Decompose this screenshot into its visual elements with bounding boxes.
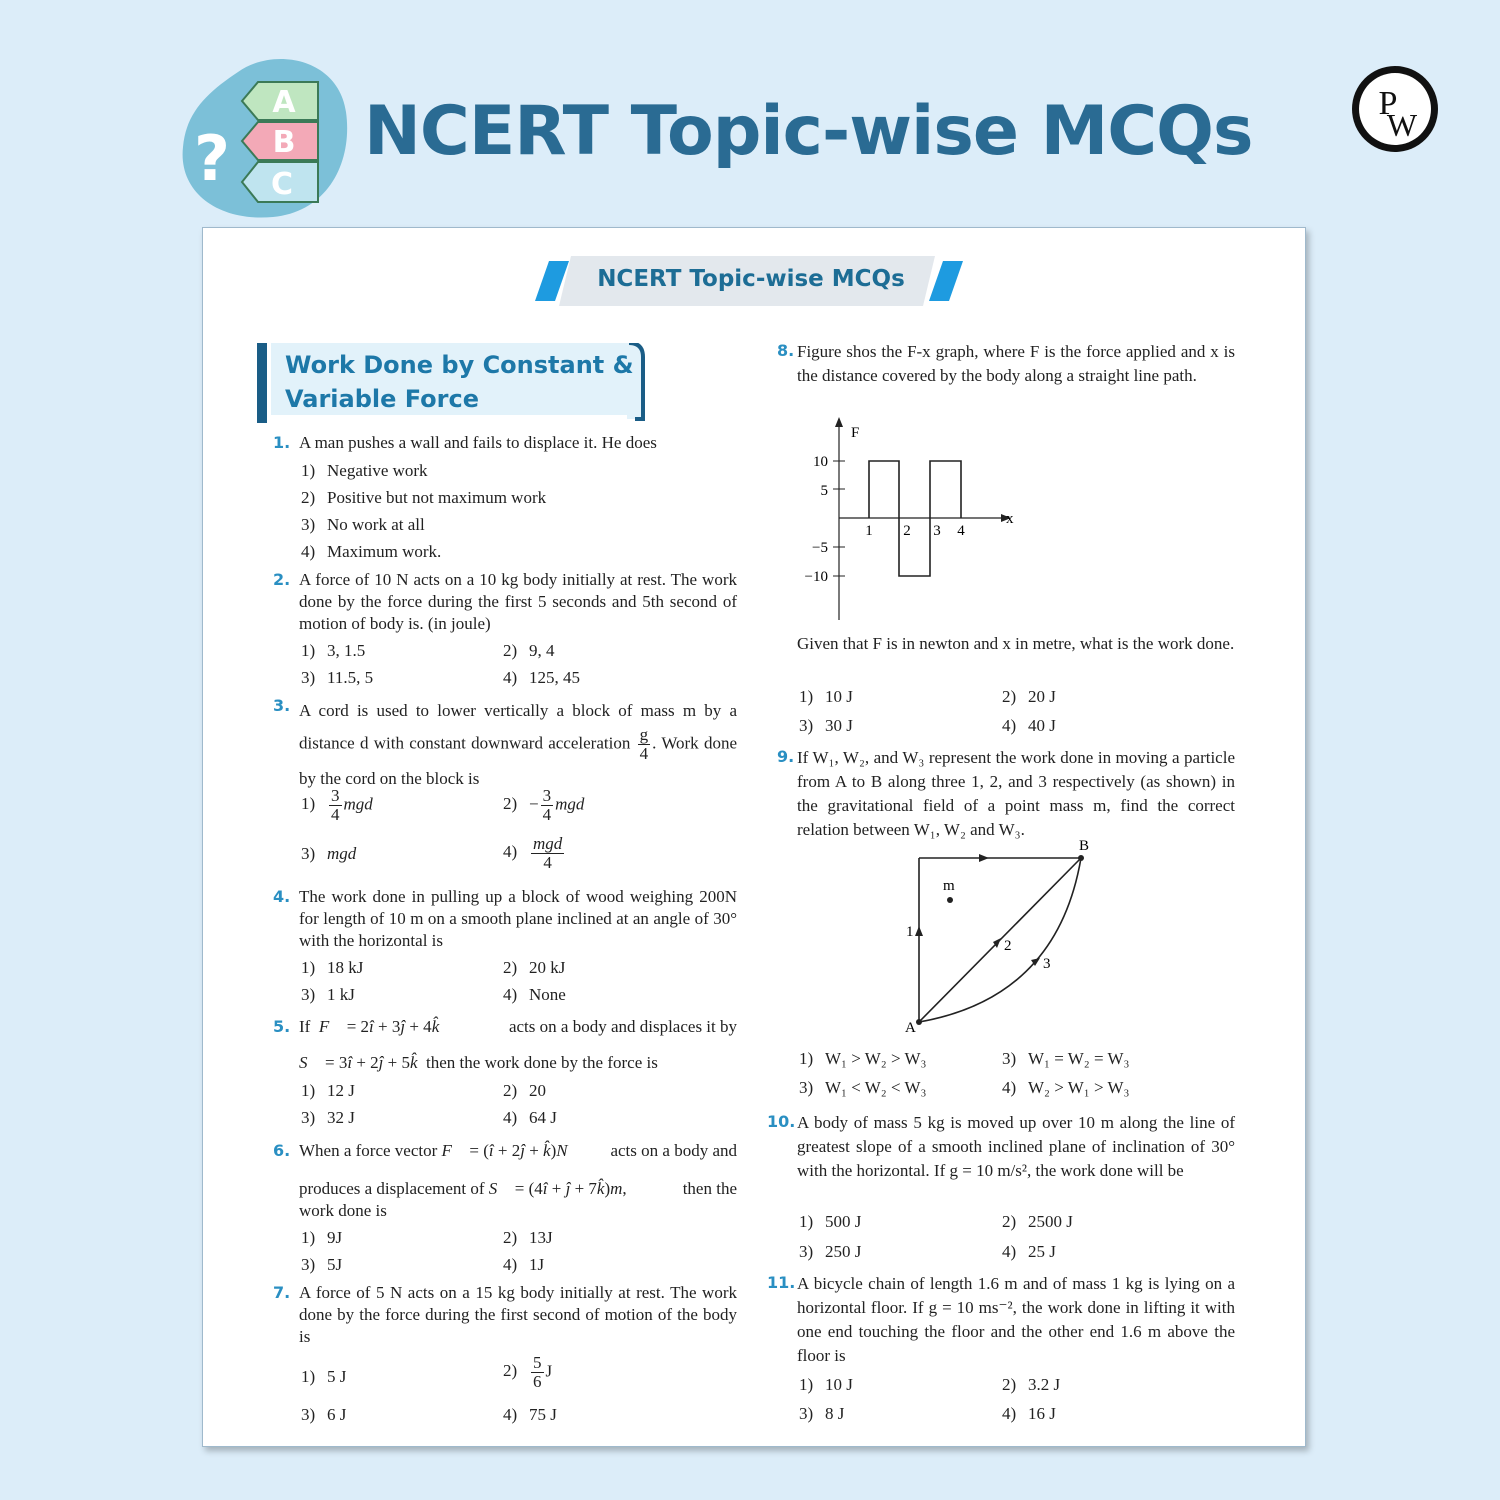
question-text-2: Given that F is in newton and x in metre, what is the work done.	[797, 634, 1235, 653]
svg-text:W: W	[1386, 107, 1418, 143]
option: 1) 10 J	[799, 1375, 853, 1394]
option: 4) 75 J	[503, 1405, 557, 1424]
option: 2) Positive but not maximum work	[301, 488, 547, 507]
ribbon-title: NCERT Topic-wise MCQs	[597, 266, 905, 292]
option: 2) 20 kJ	[503, 958, 566, 977]
letter-b: B	[272, 125, 296, 160]
option: 2) $\frac{5}{6}$ J	[503, 1353, 553, 1391]
question-text: A force of 5 N acts on a 15 kg body initially at rest. The work done by the force during the first second of motion of the body is	[299, 1283, 737, 1346]
svg-text:1: 1	[906, 924, 914, 940]
option: 3) mgd	[301, 844, 357, 863]
option: 1) Negative work	[301, 461, 428, 480]
question-1	[273, 432, 737, 561]
question-number: 7.	[273, 1283, 291, 1302]
option: 3) 8 J	[799, 1404, 845, 1423]
option: 3) 30 J	[799, 716, 853, 735]
option: 3) 32 J	[301, 1108, 355, 1127]
option: 3) No work at all	[301, 515, 425, 534]
question-number: 5.	[273, 1017, 291, 1036]
option: 3) 250 J	[799, 1242, 862, 1261]
question-10	[767, 1111, 1235, 1261]
option: 4) 64 J	[503, 1108, 557, 1127]
question-number: 9.	[777, 747, 795, 766]
question-2	[273, 569, 737, 687]
question-text: A bicycle chain of length 1.6 m and of mass 1 kg is lying on a horizontal floor. If g = 10 ms⁻², the work done in lifting it with one end touching the floor and the other end 1.6 m above the floor is	[797, 1274, 1235, 1365]
option: 4) $\frac{\text{mgd}}{4}$	[503, 834, 563, 872]
svg-text:3: 3	[933, 523, 941, 539]
svg-text:2: 2	[903, 523, 911, 539]
question-text: The work done in pulling up a block of wood weighing 200N for length of 10 m on a smooth plane inclined at an angle of 30° with the horizontal is	[299, 887, 737, 950]
svg-text:F: F	[851, 425, 860, 441]
abc-quiz-logo	[178, 52, 353, 222]
option: 3) 5J	[301, 1255, 343, 1274]
question-text: If F⃗ = 2î + 3ĵ + 4k̂ acts on a body and displaces it by	[299, 1017, 737, 1036]
svg-text:A: A	[905, 1020, 916, 1036]
path-figure	[897, 838, 1097, 1038]
svg-text:1: 1	[865, 523, 873, 539]
question-number: 4.	[273, 887, 291, 906]
option: 1) 9J	[301, 1228, 343, 1247]
svg-text:−5: −5	[812, 540, 828, 556]
option: 2) − $\frac{3}{4}$ mgd	[503, 786, 585, 824]
option: 1) W₁ > W₂ > W₃	[799, 1049, 927, 1068]
svg-text:2: 2	[1004, 938, 1012, 954]
option: 1) 500 J	[799, 1212, 862, 1231]
option: 3) 1 kJ	[301, 985, 355, 1004]
svg-text:3: 3	[1043, 956, 1051, 972]
question-text: A body of mass 5 kg is moved up over 10 m along the line of greatest slope of a smooth inclined plane of inclination of 30° with the horizontal. If g = 10 m/s², the work done will be	[797, 1113, 1235, 1180]
fx-graph	[795, 415, 1025, 625]
option: 2) 3.2 J	[1002, 1375, 1061, 1394]
svg-text:−10: −10	[804, 569, 828, 585]
option: 4) 25 J	[1002, 1242, 1056, 1261]
option: 4) 1J	[503, 1255, 545, 1274]
option: 2) 9, 4	[503, 641, 555, 660]
option: 1) 12 J	[301, 1081, 355, 1100]
option: 4) W₂ > W₁ > W₃	[1002, 1078, 1130, 1097]
question-text-3: work done is	[299, 1201, 387, 1220]
option: 2) 20	[503, 1081, 546, 1100]
question-11	[767, 1272, 1235, 1423]
question-text-2: S⃗ = 3î + 2ĵ + 5k̂ then the work done by the force is	[299, 1053, 658, 1072]
option: 2) 13J	[503, 1228, 553, 1247]
svg-text:m: m	[943, 878, 955, 894]
question-number: 11.	[767, 1273, 796, 1292]
question-3	[273, 695, 737, 872]
option: 3) W₁ = W₂ = W₃	[1002, 1049, 1130, 1068]
option: 4) Maximum work.	[301, 542, 442, 561]
question-number: 3.	[273, 696, 291, 715]
question-text-2: produces a displacement of S⃗ = (4î + ĵ + 7k̂)m, then the	[299, 1179, 737, 1198]
question-4	[273, 886, 737, 1004]
question-9	[767, 746, 1235, 1097]
question-7	[273, 1282, 737, 1424]
option: 3) 11.5, 5	[301, 668, 374, 687]
option: 2) 20 J	[1002, 687, 1056, 706]
option: 4) None	[503, 985, 566, 1004]
topic-title: Work Done by Constant & Variable Force	[285, 351, 634, 413]
option: 1) 10 J	[799, 687, 853, 706]
svg-text:P: P	[1378, 85, 1398, 122]
svg-text:5: 5	[820, 483, 828, 499]
option: 1) 18 kJ	[301, 958, 364, 977]
option: 4) 40 J	[1002, 716, 1056, 735]
question-number: 2.	[273, 570, 291, 589]
question-8	[767, 340, 1235, 735]
question-text: If W₁, W₂, and W₃ represent the work done in moving a particle from A to B along three 1, 2, and 3 respectively (as shown) in the gravitational field of a point mass m, find the correct relation between W₁, W₂ and W₃.	[797, 748, 1235, 839]
pw-logo	[1350, 64, 1440, 154]
option: 4) 125, 45	[503, 668, 580, 687]
option: 4) 16 J	[1002, 1404, 1056, 1423]
option: 1) 5 J	[301, 1367, 347, 1386]
question-number: 6.	[273, 1141, 291, 1160]
option: 2) 2500 J	[1002, 1212, 1073, 1231]
question-mark: ?	[194, 122, 230, 195]
option: 3) 6 J	[301, 1405, 347, 1424]
question-text: A force of 10 N acts on a 10 kg body initially at rest. The work done by the force during the first 5 seconds and 5th second of motion of body is. (in joule)	[299, 570, 737, 633]
svg-text:10: 10	[813, 454, 828, 470]
question-text: A cord is used to lower vertically a block of mass m by a distance d with constant downward acceleration $\frac{g}{4}$ . Work done by the cord on the block is	[299, 701, 737, 788]
letter-c: C	[270, 167, 294, 202]
svg-text:4: 4	[957, 523, 965, 539]
letter-a: A	[272, 85, 296, 120]
question-number: 1.	[273, 433, 291, 452]
banner-title: NCERT Topic-wise MCQs	[364, 92, 1253, 171]
option: 1) $\frac{3}{4}$ mgd	[301, 786, 373, 824]
book-page	[202, 227, 1306, 1447]
option: 1) 3, 1.5	[301, 641, 366, 660]
question-number: 8.	[777, 341, 795, 360]
question-text: Figure shos the F-x graph, where F is the force applied and x is the distance covered by the body along a straight line path.	[797, 342, 1235, 385]
svg-text:x: x	[1006, 511, 1014, 527]
question-text: When a force vector F⃗ = (î + 2ĵ + k̂)N acts on a body and	[299, 1141, 737, 1160]
svg-text:B: B	[1079, 838, 1090, 854]
question-text: A man pushes a wall and fails to displace it. He does	[299, 433, 657, 452]
question-number: 10.	[767, 1112, 796, 1131]
option: 3) W₁ < W₂ < W₃	[799, 1078, 927, 1097]
